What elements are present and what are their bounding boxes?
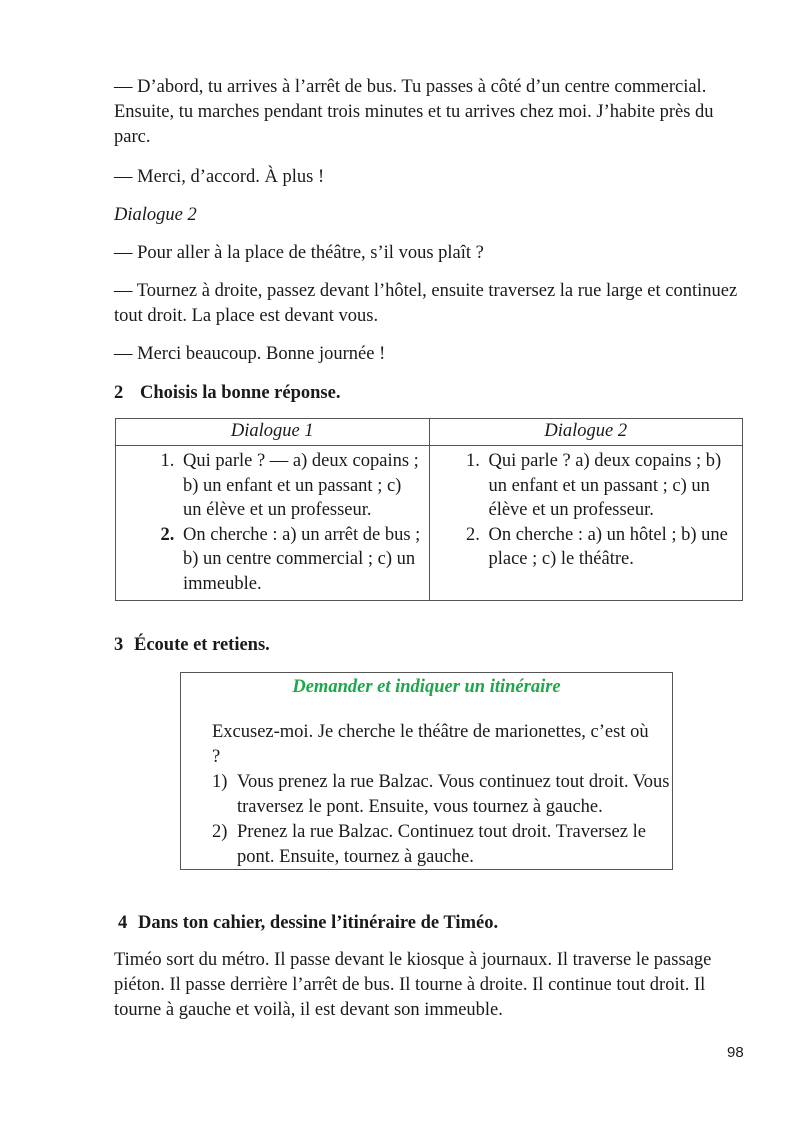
itinerary-box-title: Demander et indiquer un itinéraire <box>292 677 561 697</box>
itinerary-item-number: 2) <box>212 822 228 842</box>
dialogue2-line2: — Tournez à droite, passez devant l’hôtel, ensuite traversez la rue large et continuez tout droit. La place est devant vous. <box>114 281 738 326</box>
dialogue-question-table <box>115 418 743 601</box>
table-cell-dialogue2 <box>429 446 743 601</box>
exercise2-number: 2 <box>114 383 124 403</box>
exercise3-title: Écoute et retiens. <box>134 635 270 655</box>
table-header-dialogue2: Dialogue 2 <box>429 419 743 446</box>
dialogue2-line3: — Merci beaucoup. Bonne journée ! <box>114 344 386 364</box>
question-item: 2. On cherche : a) un hôtel ; b) une place ; c) le théâtre. <box>485 523 735 572</box>
question-item: 1. Qui parle ? a) deux copains ; b) un enfant et un passant ; c) un élève et un professeur. <box>485 449 735 523</box>
itinerary-list <box>181 770 672 870</box>
itinerary-item-text: Vous prenez la rue Balzac. Vous continuez tout droit. Vous traversez le pont. Ensuite, vous tournez à gauche. <box>237 772 670 817</box>
dialogue2-line1: — Pour aller à la place de théâtre, s’il vous plaît ? <box>114 243 484 263</box>
dialogue1-line1: — D’abord, tu arrives à l’arrêt de bus. Tu passes à côté d’un centre commercial. Ensuite, tu marches pendant trois minutes et tu arrives chez moi. J’habite près du parc. <box>114 77 714 147</box>
page-number: 98 <box>727 1044 744 1061</box>
itinerary-item-number: 1) <box>212 772 228 792</box>
itinerary-box <box>180 672 673 870</box>
exercise3-heading <box>114 633 270 658</box>
table-cell-dialogue1 <box>116 446 430 601</box>
itinerary-intro: Excusez-moi. Je cherche le théâtre de marionettes, c’est où ? <box>212 722 649 767</box>
itinerary-item <box>212 820 672 870</box>
exercise4-title: Dans ton cahier, dessine l’itinéraire de Timéo. <box>138 913 499 933</box>
dialogue1-line2: — Merci, d’accord. À plus ! <box>114 167 325 187</box>
exercise4-heading <box>118 911 498 936</box>
itinerary-item-text: Prenez la rue Balzac. Continuez tout droit. Traversez le pont. Ensuite, tournez à gauche. <box>237 822 646 867</box>
table-header-dialogue1: Dialogue 1 <box>116 419 430 446</box>
dialogue2-title: Dialogue 2 <box>114 205 197 225</box>
question-item: 2. On cherche : a) un arrêt de bus ; b) un centre commercial ; c) un immeuble. <box>179 523 421 597</box>
exercise2-heading <box>114 381 340 406</box>
itinerary-item <box>212 770 672 820</box>
exercise3-number: 3 <box>114 635 124 655</box>
exercise2-title: Choisis la bonne réponse. <box>140 383 341 403</box>
exercise4-number: 4 <box>118 913 128 933</box>
exercise4-text: Timéo sort du métro. Il passe devant le kiosque à journaux. Il traverse le passage piéton. Il passe derrière l’arrêt de bus. Il tourne à droite. Il continue tout droit. Il tourne à gauche et voilà, il est devant son immeuble. <box>114 950 712 1020</box>
question-item: 1. Qui parle ? — a) deux copains ; b) un enfant et un passant ; c) un élève et un professeur. <box>179 449 421 523</box>
